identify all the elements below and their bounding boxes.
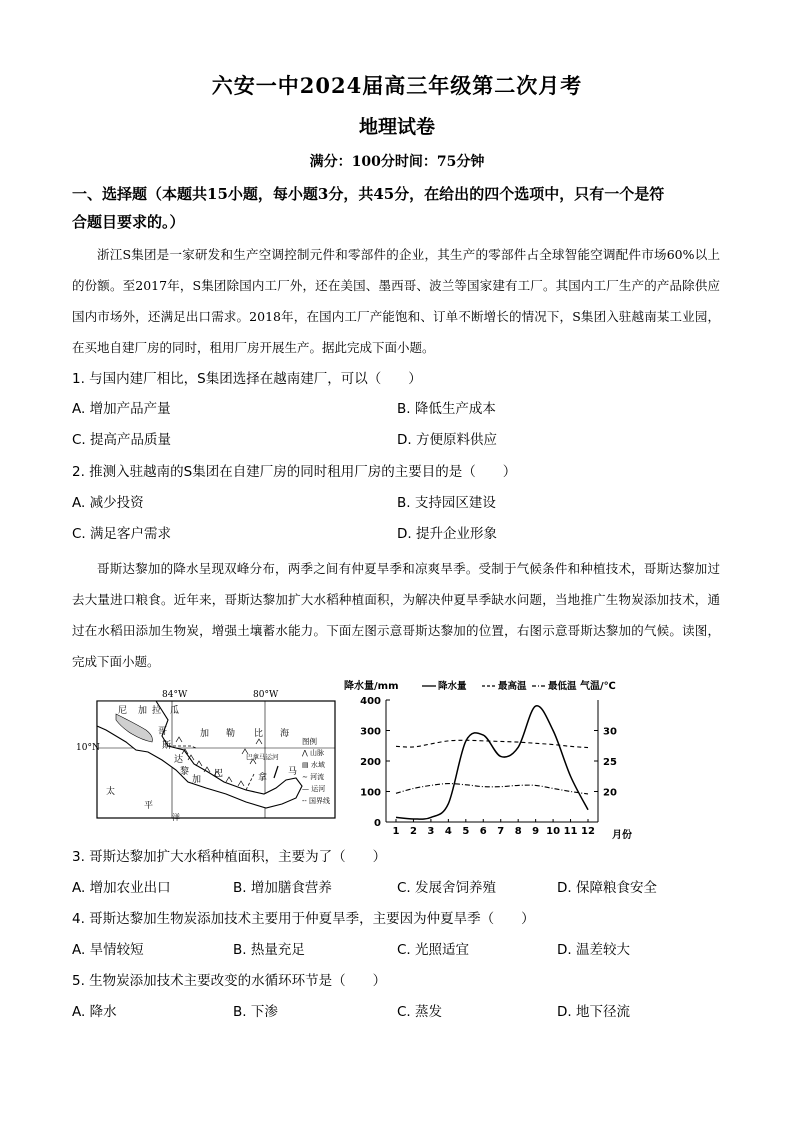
label-ba: 巴 (214, 769, 224, 779)
map-legend (302, 736, 338, 807)
x-tick-label: 11 (563, 826, 578, 837)
y-right-tick-label: 30 (603, 726, 617, 738)
q2-option-d[interactable]: D. 提升企业形象 (397, 526, 497, 542)
label-pacific-2: 平 (144, 801, 154, 811)
x-tick-label: 7 (497, 826, 505, 837)
question-3-stem: 3. 哥斯达黎加扩大水稻种植面积，主要为了（ ） (72, 849, 387, 865)
q2-option-c[interactable]: C. 满足客户需求 (72, 526, 172, 542)
label-panama-canal: 巴拿马运河 (246, 753, 279, 761)
q4-option-d[interactable]: D. 温差较大 (557, 942, 630, 958)
q2-option-b[interactable]: B. 支持园区建设 (397, 495, 496, 511)
label-jia2: 加 (192, 775, 202, 785)
passage-2: 哥斯达黎加的降水呈现双峰分布，两季之间有仲夏旱季和凉爽旱季。受制于气候条件和种植技术，哥斯达黎加过去大量进口粮食。近年来，哥斯达黎加扩大水稻种植面积，为解决仲夏旱季缺水问题，当地推广生物炭添加技术，通过在水稻田添加生物炭，增强土壤蓄水能力。下面左图示意哥斯达黎加的位置，右图示意哥斯达黎加的气候。读图，完成下面小题。 (72, 561, 720, 669)
label-na: 拿 (258, 773, 268, 783)
q5-option-c[interactable]: C. 蒸发 (397, 1004, 443, 1020)
passage-1: 浙江S集团是一家研发和生产空调控制元件和零部件的企业，其生产的零部件占全球智能空调配件市场60%以上的份额。至2017年，S集团除国内工厂外，还在美国、墨西哥、波兰等国家建有工厂。其国内工厂生产的产品除供应国内市场外，还满足出口需求。2018年，在国内工厂产能饱和、订单不断增长的情况下，S集团入驻越南某工业园，在买地自建厂房的同时，租用厂房开展生产。据此完成下面小题。 (72, 247, 720, 355)
label-jia: 加 (138, 706, 148, 716)
legend-border: ‑‑ 国界线 (302, 797, 330, 805)
x-tick-label: 10 (546, 826, 561, 837)
q4-option-a[interactable]: A. 旱情较短 (72, 942, 144, 958)
q2-option-a[interactable]: A. 减少投资 (72, 495, 144, 511)
map-svg (96, 690, 336, 830)
q3-option-a[interactable]: A. 增加农业出口 (72, 880, 171, 896)
x-axis-label: 月份 (612, 830, 632, 841)
q1-option-d[interactable]: D. 方便原料供应 (397, 432, 497, 448)
x-tick-label: 12 (581, 826, 595, 837)
costa-rica-map (76, 690, 336, 830)
exam-subject: 地理试卷 (358, 116, 435, 138)
legend-water: ▤ 水域 (302, 761, 325, 769)
x-tick-label: 3 (427, 826, 435, 837)
x-tick-label: 5 (462, 826, 470, 837)
label-10n: 10°N (76, 743, 100, 753)
legend-mountain-label: 山脉 (309, 749, 324, 757)
y-axis-left-label: 降水量/mm (344, 681, 399, 692)
exam-title: 六安一中2024届高三年级第二次月考 (211, 73, 583, 98)
section-heading (72, 180, 728, 236)
q1-option-a[interactable]: A. 增加产品产量 (72, 401, 171, 417)
x-tick-label: 1 (392, 826, 400, 837)
label-pacific-3: 洋 (172, 813, 180, 822)
y-left-tick-label: 0 (374, 818, 381, 829)
label-ni: 尼 (118, 706, 128, 716)
x-tick-label: 9 (532, 826, 540, 837)
legend-canal-label: 运河 (311, 785, 326, 793)
label-si: 斯 (162, 741, 172, 751)
section-heading-line1: 一、选择题（本题共15小题，每小题3分，共45分，在给出的四个选项中，只有一个是符 (72, 185, 665, 203)
label-la: 拉 (152, 706, 162, 716)
q4-option-c[interactable]: C. 光照适宜 (397, 942, 470, 958)
y-left-tick-label: 400 (360, 696, 381, 707)
section-heading-line2: 合题目要求的。） (72, 213, 185, 231)
q5-option-b[interactable]: B. 下渗 (233, 1004, 278, 1020)
chart-legend (422, 680, 577, 692)
legend-mountain: ⋀ 山脉 (302, 749, 324, 757)
y-left-tick-label: 200 (360, 757, 381, 768)
legend-river: ∼ 河流 (302, 773, 325, 781)
label-80w: 80°W (253, 690, 279, 700)
label-caribbean-1: 加 (200, 729, 210, 739)
label-caribbean-4: 海 (280, 729, 290, 739)
legend-canal: — 运河 (302, 785, 326, 793)
y-left-tick-label: 300 (360, 726, 381, 738)
exam-meta: 满分：100分时间：75分钟 (309, 154, 485, 170)
label-caribbean-2: 勒 (226, 729, 236, 739)
y-left-tick-label: 100 (360, 787, 381, 799)
question-5-stem: 5. 生物炭添加技术主要改变的水循环环节是（ ） (72, 973, 387, 989)
q3-option-d[interactable]: D. 保障粮食安全 (557, 880, 657, 896)
y-right-tick-label: 20 (603, 787, 617, 799)
q1-option-b[interactable]: B. 降低生产成本 (397, 401, 496, 417)
question-2-stem: 2. 推测入驻越南的S集团在自建厂房的同时租用厂房的主要目的是（ ） (72, 464, 517, 480)
legend-water-label: 水域 (310, 761, 325, 769)
y-right-tick-label: 25 (603, 757, 617, 768)
q4-option-b[interactable]: B. 热量充足 (233, 942, 305, 958)
label-ma: 马 (288, 767, 298, 777)
x-tick-label: 6 (479, 826, 487, 837)
x-tick-label: 4 (444, 826, 452, 837)
label-ge: 哥 (158, 727, 168, 737)
question-1-stem: 1. 与国内建厂相比，S集团选择在越南建厂，可以（ ） (72, 371, 422, 387)
q3-option-c[interactable]: C. 发展舍饲养殖 (397, 880, 497, 896)
series-line-2 (396, 784, 588, 794)
legend-border-label: 国界线 (308, 797, 330, 805)
climate-chart (336, 676, 636, 844)
q5-option-d[interactable]: D. 地下径流 (557, 1004, 630, 1020)
x-tick-label: 2 (409, 826, 417, 837)
y-axis-right-label: 气温/℃ (580, 681, 616, 692)
label-li: 黎 (180, 767, 190, 777)
q1-option-c[interactable]: C. 提高产品质量 (72, 432, 172, 448)
legend-max: 最高温 (498, 681, 527, 692)
question-4-stem: 4. 哥斯达黎加生物炭添加技术主要用于仲夏旱季，主要因为仲夏旱季（ ） (72, 911, 535, 927)
label-gua: 瓜 (170, 706, 180, 716)
q3-option-b[interactable]: B. 增加膳食营养 (233, 880, 332, 896)
label-caribbean-3: 比 (254, 729, 264, 739)
legend-min: 最低温 (548, 681, 577, 692)
x-tick-label: 8 (514, 826, 522, 837)
legend-rain: 降水量 (438, 681, 467, 692)
label-da: 达 (174, 755, 184, 765)
legend-river-label: 河流 (310, 773, 325, 781)
label-84w: 84°W (162, 690, 188, 700)
label-pacific-1: 太 (106, 787, 116, 797)
legend-title: 图例 (302, 737, 317, 746)
series-line-0 (396, 706, 588, 819)
q5-option-a[interactable]: A. 降水 (72, 1004, 117, 1020)
